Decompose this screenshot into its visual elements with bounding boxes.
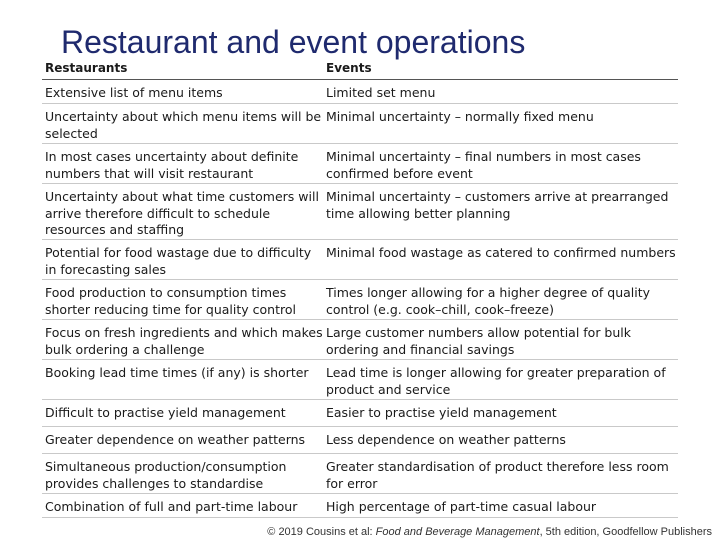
table-header — [42, 57, 678, 80]
table-row — [42, 184, 678, 240]
table-row — [42, 80, 678, 104]
header-events: Events — [326, 61, 372, 75]
table-row — [42, 320, 678, 360]
events-cell: Minimal uncertainty – normally fixed menu — [326, 109, 594, 124]
events-cell: Greater standardisation of product therefore less room for error — [326, 459, 669, 491]
header-restaurants: Restaurants — [45, 61, 128, 75]
restaurants-cell: Potential for food wastage due to difficulty in forecasting sales — [45, 245, 312, 277]
events-cell: Less dependence on weather patterns — [326, 432, 566, 447]
restaurants-cell: Uncertainty about what time customers will arrive therefore difficult to schedule resources and staffing — [45, 189, 319, 237]
restaurants-cell: Combination of full and part-time labour — [45, 499, 298, 514]
restaurants-cell: Simultaneous production/consumption provides challenges to standardise — [45, 459, 287, 491]
table-row — [42, 104, 678, 144]
restaurants-cell: Food production to consumption times shorter reducing time for quality control — [45, 285, 296, 317]
restaurants-cell: Booking lead time times (if any) is shorter — [45, 365, 309, 380]
restaurants-cell: Greater dependence on weather patterns — [45, 432, 306, 447]
restaurants-cell: In most cases uncertainty about definite numbers that will visit restaurant — [45, 149, 299, 181]
events-cell: Large customer numbers allow potential for bulk ordering and financial savings — [326, 325, 632, 357]
restaurants-cell: Extensive list of menu items — [45, 85, 223, 100]
events-cell: Minimal food wastage as catered to confirmed numbers — [326, 245, 676, 260]
table-row — [42, 144, 678, 184]
events-cell: Minimal uncertainty – customers arrive at prearranged time allowing better planning — [326, 189, 669, 221]
events-cell: Times longer allowing for a higher degree of quality control (e.g. cook–chill, cook–freeze) — [326, 285, 651, 317]
table-row — [42, 280, 678, 320]
table-body — [42, 80, 678, 518]
events-cell: Lead time is longer allowing for greater preparation of product and service — [326, 365, 666, 397]
events-cell: Minimal uncertainty – final numbers in most cases confirmed before event — [326, 149, 641, 181]
table-row — [42, 454, 678, 494]
footer-book-title: Food and Beverage Management — [375, 526, 540, 538]
copyright-footer — [267, 526, 712, 538]
table-row — [42, 494, 678, 518]
comparison-table — [42, 57, 678, 518]
events-cell: High percentage of part-time casual labour — [326, 499, 597, 514]
restaurants-cell: Uncertainty about which menu items will be selected — [45, 109, 322, 141]
table-row — [42, 427, 678, 454]
restaurants-cell: Focus on fresh ingredients and which makes bulk ordering a challenge — [45, 325, 323, 357]
events-cell: Limited set menu — [326, 85, 436, 100]
footer-prefix: © 2019 Cousins et al: — [267, 526, 376, 538]
footer-suffix: , 5th edition, Goodfellow Publishers — [539, 526, 712, 538]
slide-title: Restaurant and event operations — [61, 24, 526, 60]
table-row — [42, 360, 678, 400]
table-row — [42, 400, 678, 427]
events-cell: Easier to practise yield management — [326, 405, 557, 420]
restaurants-cell: Difficult to practise yield management — [45, 405, 286, 420]
table-row — [42, 240, 678, 280]
